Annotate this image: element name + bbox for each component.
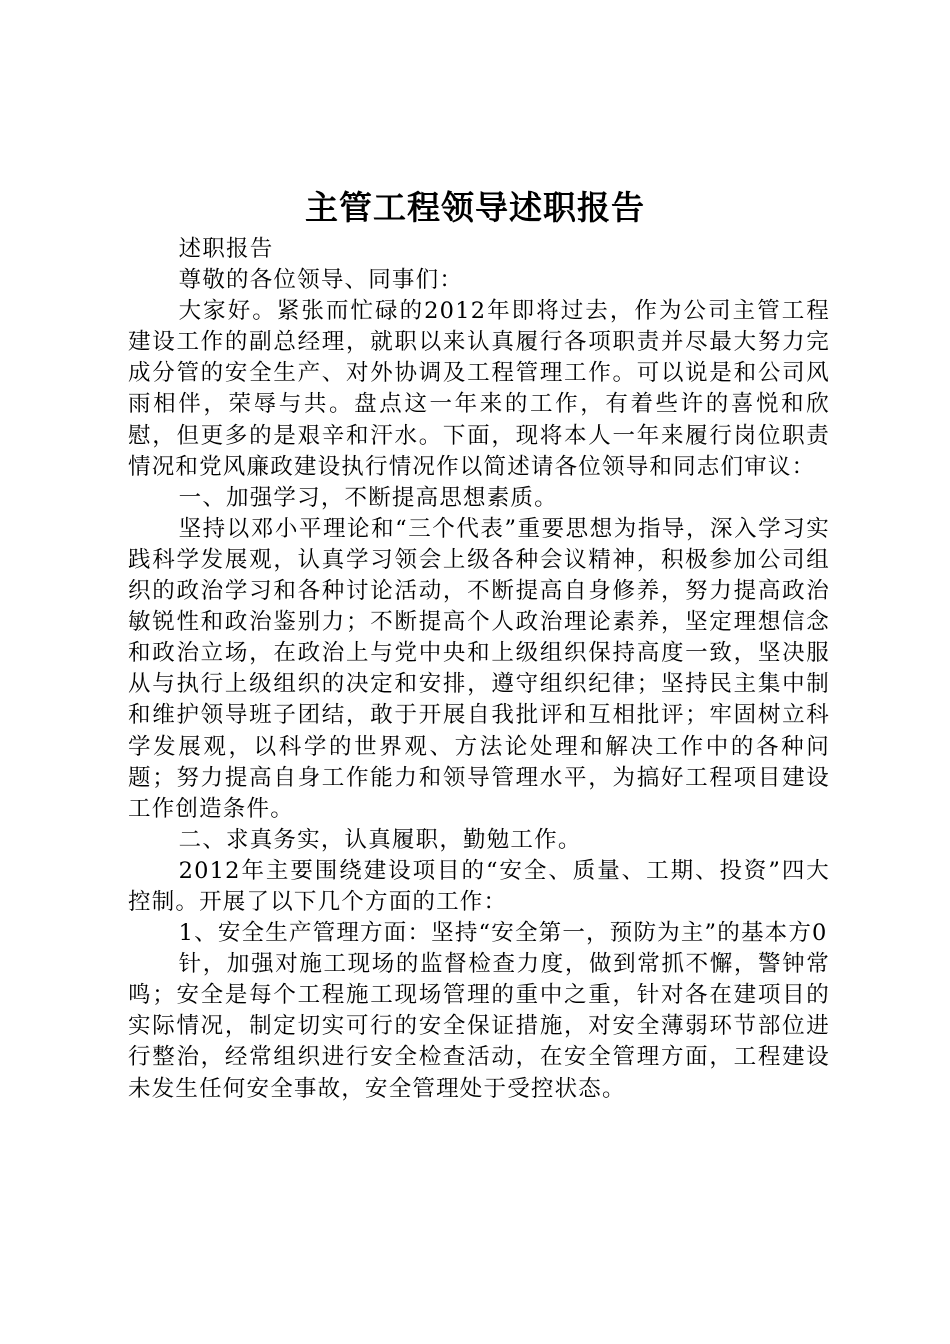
paragraph-salutation: 尊敬的各位领导、同事们：: [178, 267, 464, 294]
document-title: 主管工程领导述职报告: [305, 188, 645, 227]
document-body: [128, 234, 830, 1105]
paragraph-safety-heading: 1、安全生产管理方面：坚持“安全第一，预防为主”的基本方0: [178, 920, 828, 947]
section-heading-1: 一、加强学习，不断提高思想素质。: [178, 484, 558, 511]
section-heading-2: 二、求真务实，认真履职，勤勉工作。: [178, 826, 582, 853]
paragraph-heading-label: 述职报告: [178, 236, 274, 262]
paragraph-section-1: 坚持以邓小平理论和“三个代表”重要思想为指导，深入学习实践科学发展观，认真学习领会上级各种会议精神，积极参加公司组织的政治学习和各种讨论活动，不断提高自身修养，努力提高政治敏锐性和政治鉴别力；不断提高个人政治理论素养，坚定理想信念和政治立场，在政治上与党中央和上级组织保持高度一致，坚决服从与执行上级组织的决定和安排，遵守组织纪律；坚持民主集中制和维护领导班子团结，敢于开展自我批评和互相批评；牢固树立科学发展观，以科学的世界观、方法论处理和解决工作中的各种问题；努力提高自身工作能力和领导管理水平，为搞好工程项目建设工作创造条件。: [128, 515, 830, 822]
paragraph-section-2: 2012年主要围绕建设项目的“安全、质量、工期、投资”四大控制。开展了以下几个方面的工作：: [128, 857, 830, 915]
paragraph-intro: 大家好。紧张而忙碌的2012年即将过去，作为公司主管工程建设工作的副总经理，就职以来认真履行各项职责并尽最大努力完成分管的安全生产、对外协调及工程管理工作。可以说是和公司风雨相伴，荣辱与共。盘点这一年来的工作，有着些许的喜悦和欣慰，但更多的是艰辛和汗水。下面，现将本人一年来履行岗位职责情况和党风廉政建设执行情况作以简述请各位领导和同志们审议：: [128, 298, 830, 480]
paragraph-safety-body: 针，加强对施工现场的监督检查力度，做到常抓不懈，警钟常鸣；安全是每个工程施工现场管理的重中之重，针对各在建项目的实际情况，制定切实可行的安全保证措施，对安全薄弱环节部位进行整治，经常组织进行安全检查活动，在安全管理方面，工程建设未发生任何安全事故，安全管理处于受控状态。: [128, 951, 830, 1102]
